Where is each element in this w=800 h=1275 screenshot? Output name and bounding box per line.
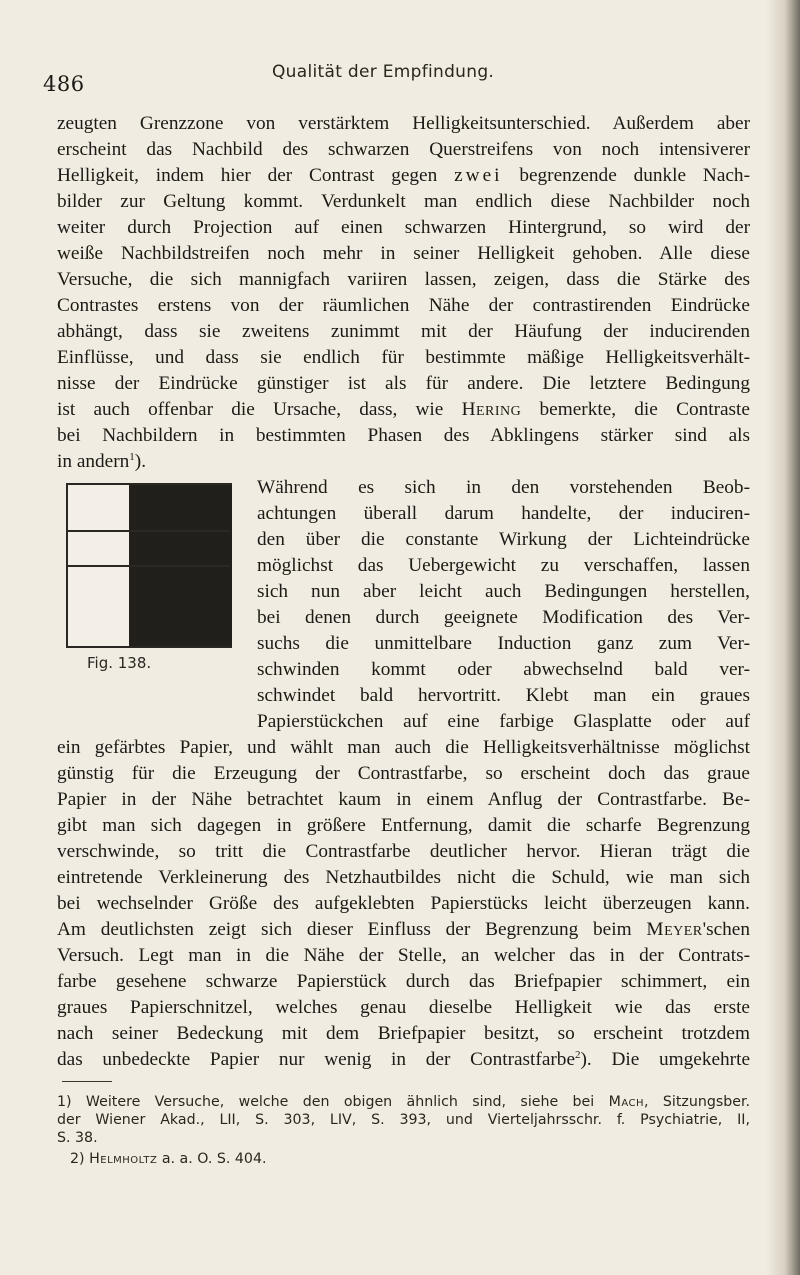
text-line: nisse der Eindrücke günstiger ist als für andere. Die letztere Bedingung [57,373,750,394]
text-line: Papierstückchen auf eine farbige Glasplatte oder auf [257,711,750,732]
figure-caption: Fig. 138. [87,654,152,672]
text-line: verschwinde, so tritt die Contrastfarbe deutlicher hervor. Hieran trägt die [57,841,750,862]
text-line: sich nun aber leicht auch Bedingungen herstellen, [257,581,750,602]
text-line: günstig für die Erzeugung der Contrastfarbe, so erscheint doch das graue [57,763,750,784]
page-number: 486 [43,72,85,96]
footnote-marker: 1 [129,451,135,463]
text-line: Einflüsse, und dass sie endlich für bestimmte mäßige Helligkeitsverhält- [57,347,750,368]
text-line: schwindet bald hervortritt. Klebt man ein graues [257,685,750,706]
text-line: Versuche, die sich mannigfach variiren lassen, zeigen, dass die Stärke des [57,269,750,290]
text-line: Contrastes erstens von der räumlichen Nähe der contrastirenden Eindrücke [57,295,750,316]
figure-138-illustration [66,483,232,648]
text-line: gibt man sich dagegen in größere Entfernung, damit die scharfe Begrenzung [57,815,750,836]
text-line: bilder zur Geltung kommt. Verdunkelt man endlich diese Nachbilder noch [57,191,750,212]
footnote-marker: 2 [575,1049,581,1061]
text-line: weiße Nachbildstreifen noch mehr in seiner Helligkeit gehoben. Alle diese [57,243,750,264]
footnote-1: 1) Weitere Versuche, welche den obigen ähnlich sind, siehe bei Mach, Sitzungsber. [57,1094,750,1110]
footnote-1-cont: S. 38. [57,1130,98,1146]
text-line: erscheint das Nachbild des schwarzen Querstreifens von noch intensiverer [57,139,750,160]
text-line: suchs die unmittelbare Induction ganz zum Ver- [257,633,750,654]
text-line: abhängt, dass sie zweitens zunimmt mit der Häufung der inducirenden [57,321,750,342]
text-line: zeugten Grenzzone von verstärktem Helligkeitsunterschied. Außerdem aber [57,113,750,134]
footnote-1-cont: der Wiener Akad., LII, S. 303, LIV, S. 393, und Vierteljahrsschr. f. Psychiatrie, II, [57,1112,750,1128]
text-line: möglichst das Uebergewicht zu verschaffen, lassen [257,555,750,576]
text-line: bei denen durch geeignete Modification des Ver- [257,607,750,628]
author-name: Mach [608,1094,645,1110]
running-header: Qualität der Empfindung. [272,62,495,82]
text-line: ist auch offenbar die Ursache, dass, wie Hering bemerkte, die Contraste [57,399,750,420]
horizontal-stripe-line [68,530,230,532]
text-line: bei wechselnder Größe des aufgeklebten Papierstücks leicht überzeugen kann. [57,893,750,914]
text-line: das unbedeckte Papier nur wenig in der Contrastfarbe$^2$). Die umgekehrte [57,1049,751,1070]
footnote-2: 2) Helmholtz a. a. O. S. 404. [70,1151,267,1167]
horizontal-stripe-line [68,565,230,567]
footnote-rule [62,1081,112,1082]
text-line: bei Nachbildern in bestimmten Phasen des Abklingens stärker sind als [57,425,750,446]
text-line: Helligkeit, indem hier der Contrast gegen zwei begrenzende dunkle Nach- [57,165,750,186]
text-line: Versuch. Legt man in die Nähe der Stelle, an welcher das in der Contrats- [57,945,750,966]
text-line: ein gefärbtes Papier, und wählt man auch die Helligkeitsverhältnisse möglichst [57,737,750,758]
text-line: weiter durch Projection auf einen schwarzen Hintergrund, so wird der [57,217,750,238]
text-line: Während es sich in den vorstehenden Beob- [257,477,750,498]
spaced-emphasis: zwei [454,165,503,186]
text-line: achtungen überall darum handelte, der induciren- [257,503,750,524]
text-line: nach seiner Bedeckung mit dem Briefpapier besitzt, so erscheint trotzdem [57,1023,750,1044]
text-line: schwinden kommt oder abwechselnd bald ver- [257,659,750,680]
text-line: eintretende Verkleinerung des Netzhautbildes nicht die Schuld, wie man sich [57,867,750,888]
author-name: Meyer [646,919,703,940]
text-line: graues Papierschnitzel, welches genau dieselbe Helligkeit wie das erste [57,997,750,1018]
text-line: farbe gesehene schwarze Papierstück durch das Briefpapier schimmert, ein [57,971,750,992]
text-line: Am deutlichsten zeigt sich dieser Einfluss der Begrenzung beim Meyer'schen [57,919,750,940]
text-line: in andern$^1$). [57,451,147,472]
author-name: Helmholtz [89,1151,158,1167]
text-line: den über die constante Wirkung der Lichteindrücke [257,529,750,550]
page-edge-shadow [766,0,800,1275]
author-name: Hering [461,399,522,420]
text-line: Papier in der Nähe betrachtet kaum in einem Anflug der Contrastfarbe. Be- [57,789,750,810]
